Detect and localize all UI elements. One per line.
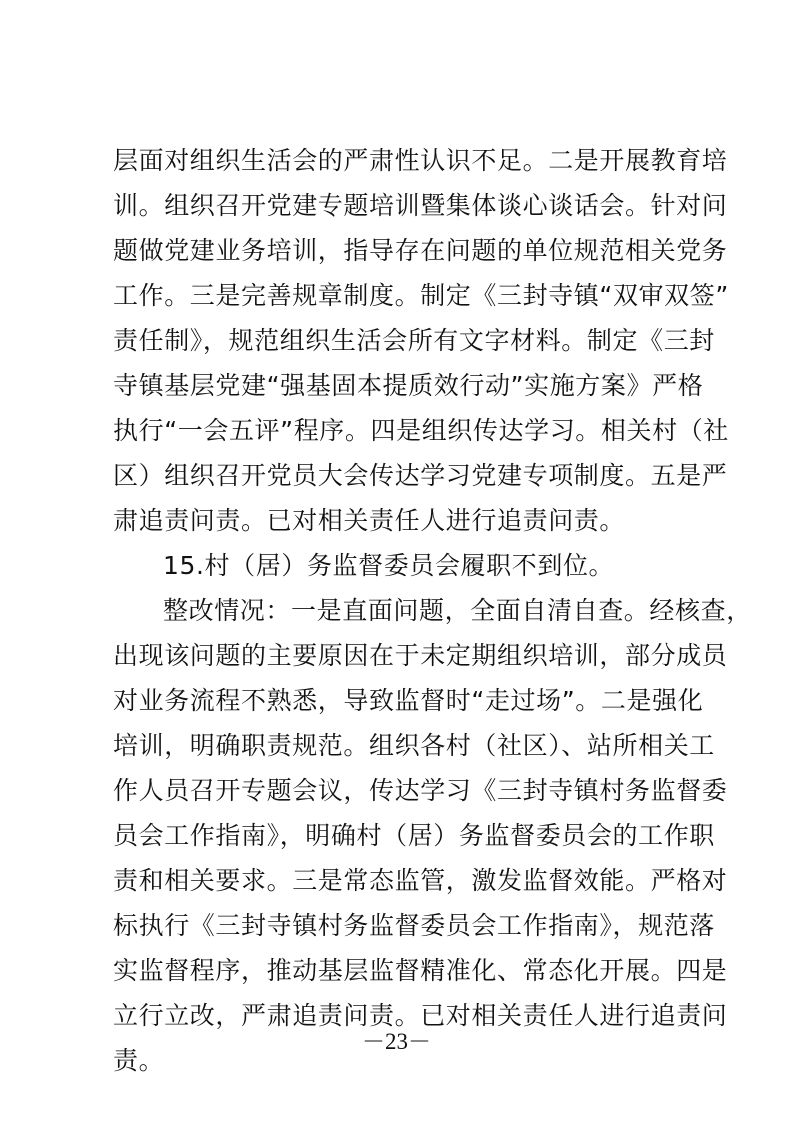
text-line-1: 层面对组织生活会的严肃性认识不足。二是开展教育培 bbox=[113, 146, 728, 175]
text-line-6: 寺镇基层党建“强基固本提质效行动”实施方案》严格 bbox=[113, 371, 704, 400]
section-heading-15: 15.村（居）务监督委员会履职不到位。 bbox=[163, 551, 615, 580]
text-line-19: 实监督程序，推动基层监督精准化、常态化开展。四是 bbox=[113, 956, 728, 985]
text-line-21: 责。 bbox=[113, 1046, 165, 1075]
text-line-2: 训。组织召开党建专题培训暨集体谈心谈话会。针对问 bbox=[113, 191, 728, 220]
text-line-4: 工作。三是完善规章制度。制定《三封寺镇“双审双签” bbox=[113, 281, 729, 310]
text-line-14: 培训，明确职责规范。组织各村（社区）、站所相关工 bbox=[113, 731, 715, 760]
text-line-9: 肃追责问责。已对相关责任人进行追责问责。 bbox=[113, 506, 626, 535]
text-line-12: 出现该问题的主要原因在于未定期组织培训，部分成员 bbox=[113, 641, 728, 670]
text-line-20: 立行立改，严肃追责问责。已对相关责任人进行追责问 bbox=[113, 1001, 728, 1030]
text-line-17: 责和相关要求。三是常态监管，激发监督效能。严格对 bbox=[113, 866, 728, 895]
page-number: －23－ bbox=[362, 1029, 431, 1054]
text-line-18: 标执行《三封寺镇村务监督委员会工作指南》，规范落 bbox=[113, 911, 715, 940]
text-line-13: 对业务流程不熟悉，导致监督时“走过场”。二是强化 bbox=[113, 686, 704, 715]
text-line-5: 责任制》，规范组织生活会所有文字材料。制定《三封 bbox=[113, 326, 715, 355]
text-line-8: 区）组织召开党员大会传达学习党建专项制度。五是严 bbox=[113, 461, 728, 490]
text-line-3: 题做党建业务培训，指导存在问题的单位规范相关党务 bbox=[113, 236, 728, 265]
text-line-15: 作人员召开专题会议，传达学习《三封寺镇村务监督委 bbox=[113, 776, 728, 805]
text-line-7: 执行“一会五评”程序。四是组织传达学习。相关村（社 bbox=[113, 416, 729, 445]
body-text bbox=[113, 138, 752, 1083]
text-line-11: 整改情况：一是直面问题，全面自清自查。经核查， bbox=[163, 596, 752, 625]
text-line-16: 员会工作指南》，明确村（居）务监督委员会的工作职 bbox=[113, 821, 715, 850]
